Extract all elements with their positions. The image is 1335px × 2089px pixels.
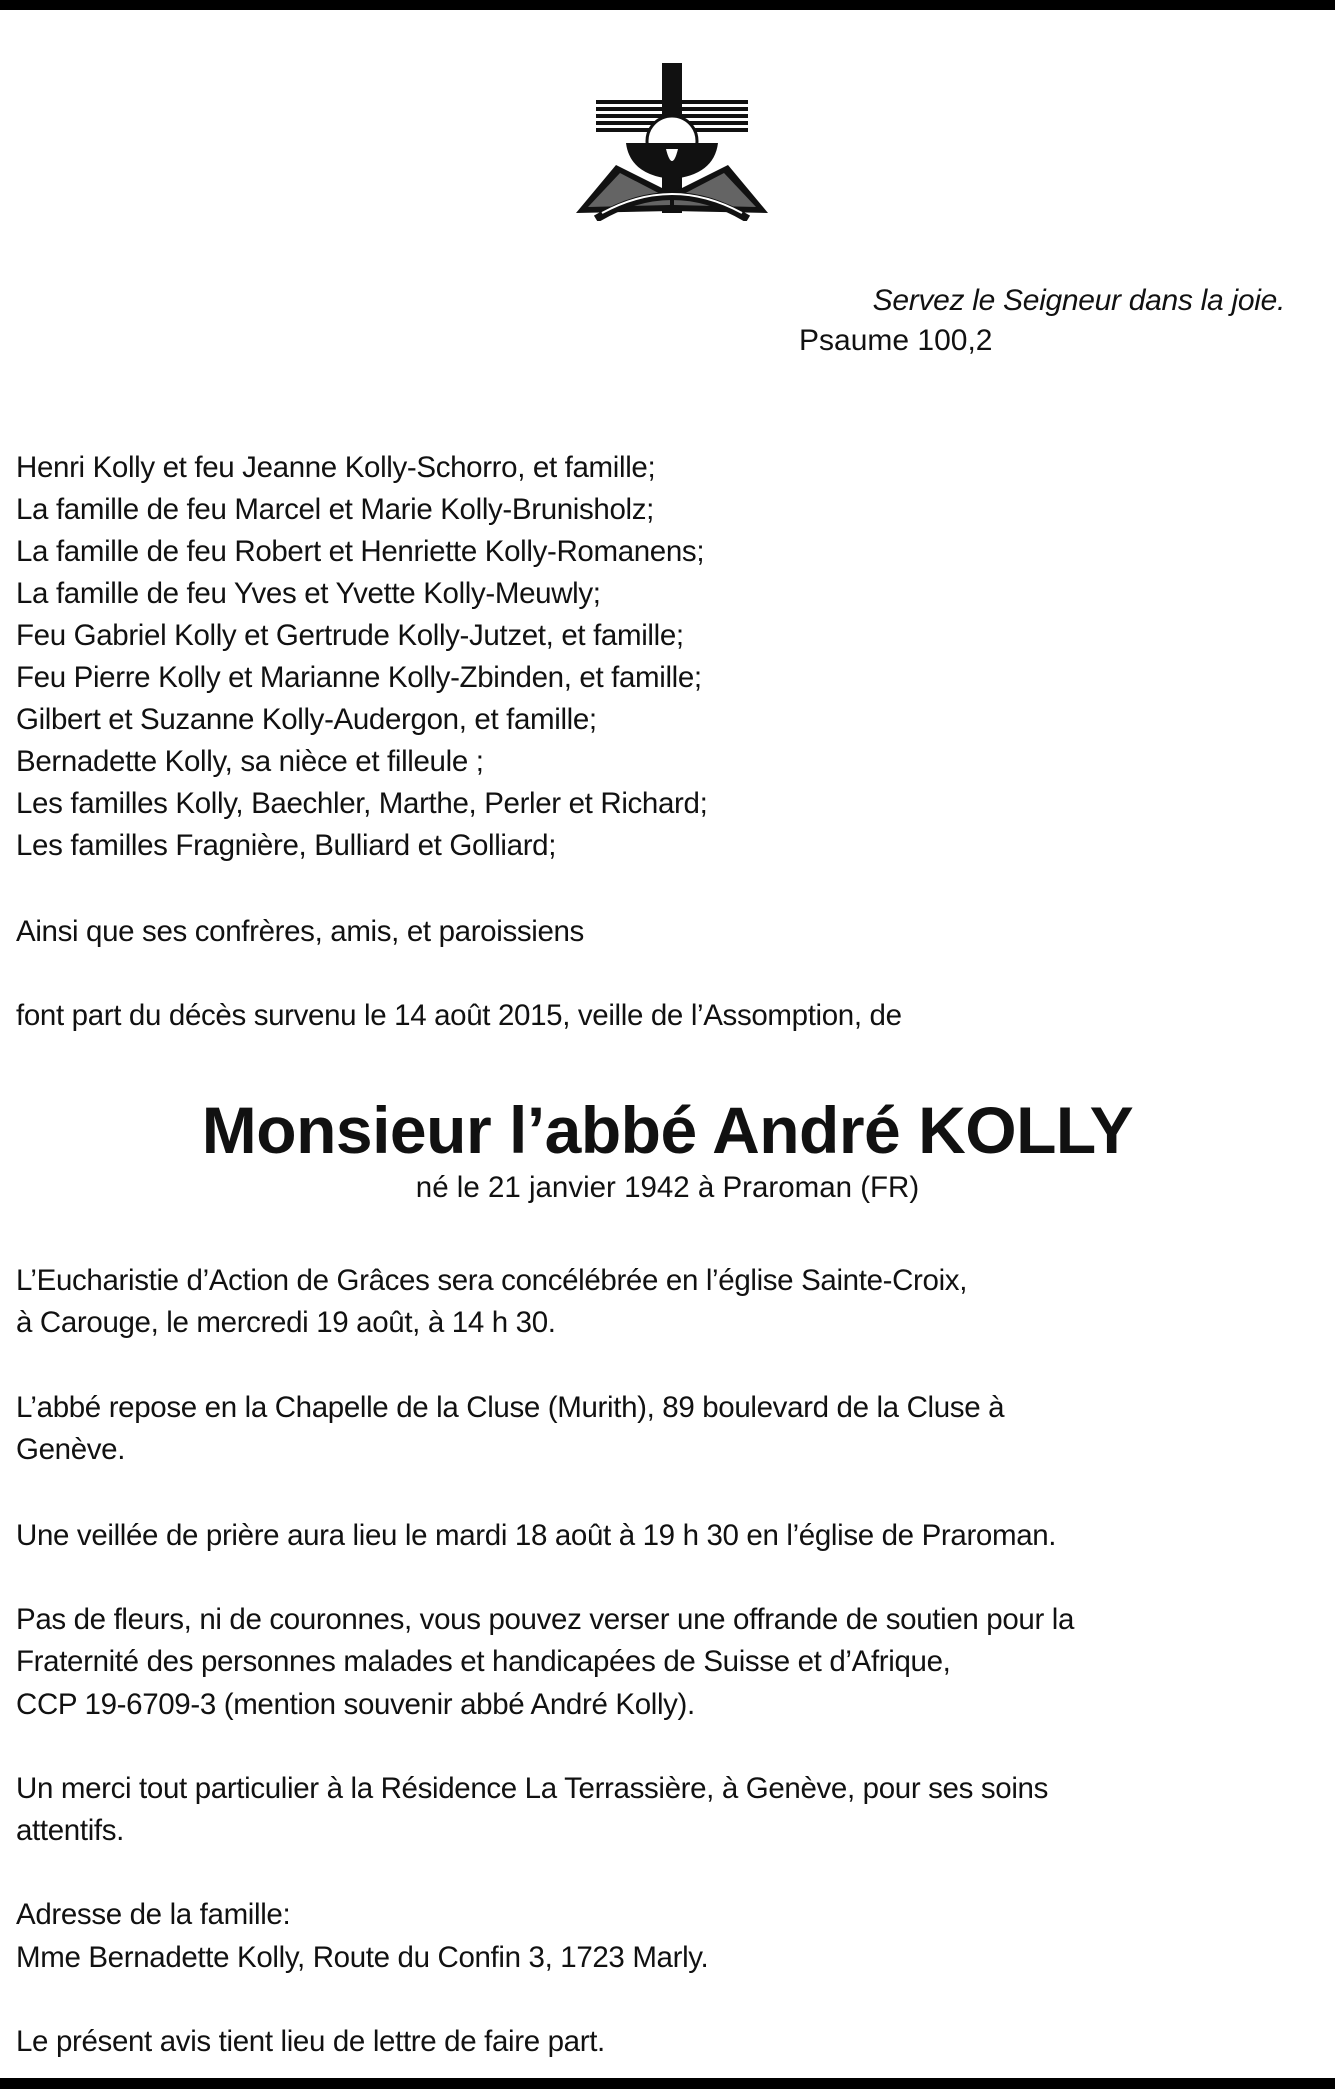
birth-line: né le 21 janvier 1942 à Praroman (FR) [415, 1171, 920, 1204]
family-line: Les familles Fragnière, Bulliard et Golliard; [16, 829, 557, 862]
paragraph-line: Pas de fleurs, ni de couronnes, vous pouvez verser une offrande de soutien pour la [16, 1603, 1075, 1636]
paragraph-line: Un merci tout particulier à la Résidence La Terrassière, à Genève, pour ses soins [16, 1772, 1048, 1805]
paragraph-line: L’Eucharistie d’Action de Grâces sera concélébrée en l’église Sainte-Croix, [16, 1264, 968, 1297]
family-line: Bernadette Kolly, sa nièce et filleule ; [16, 745, 484, 778]
also-line: Ainsi que ses confrères, amis, et paroissiens [16, 915, 584, 948]
epigraph-reference: Psaume 100,2 [799, 324, 993, 357]
epigraph-verse: Servez le Seigneur dans la joie. [872, 284, 1285, 317]
paragraph-line: Genève. [16, 1433, 126, 1466]
paragraph-line: à Carouge, le mercredi 19 août, à 14 h 30. [16, 1306, 556, 1339]
cross-chalice-book-icon [566, 53, 778, 221]
paragraph-line: Le présent avis tient lieu de lettre de faire part. [16, 2025, 605, 2058]
paragraph-line: Mme Bernadette Kolly, Route du Confin 3, 1723 Marly. [16, 1941, 709, 1974]
family-line: La famille de feu Robert et Henriette Kolly-Romanens; [16, 535, 705, 568]
family-line: Feu Gabriel Kolly et Gertrude Kolly-Jutzet, et famille; [16, 619, 684, 652]
paragraph-line: L’abbé repose en la Chapelle de la Cluse (Murith), 89 boulevard de la Cluse à [16, 1391, 1005, 1424]
family-line: La famille de feu Marcel et Marie Kolly-Brunisholz; [16, 493, 654, 526]
family-line: Henri Kolly et feu Jeanne Kolly-Schorro, et famille; [16, 451, 656, 484]
paragraph-line: Une veillée de prière aura lieu le mardi 18 août à 19 h 30 en l’église de Praroman. [16, 1519, 1057, 1552]
paragraph-line: CCP 19-6709-3 (mention souvenir abbé André Kolly). [16, 1688, 695, 1721]
deceased-name: Monsieur l’abbé André KOLLY [201, 1093, 1134, 1167]
paragraph-line: Adresse de la famille: [16, 1898, 291, 1931]
family-line: Gilbert et Suzanne Kolly-Audergon, et famille; [16, 703, 597, 736]
paragraph-line: Fraternité des personnes malades et handicapées de Suisse et d’Afrique, [16, 1645, 951, 1678]
top-border [0, 0, 1335, 10]
bottom-border [0, 2078, 1335, 2089]
family-line: La famille de feu Yves et Yvette Kolly-Meuwly; [16, 577, 601, 610]
family-line: Les familles Kolly, Baechler, Marthe, Perler et Richard; [16, 787, 708, 820]
announcement-line: font part du décès survenu le 14 août 2015, veille de l’Assomption, de [16, 999, 902, 1032]
paragraph-line: attentifs. [16, 1814, 125, 1847]
family-line: Feu Pierre Kolly et Marianne Kolly-Zbinden, et famille; [16, 661, 702, 694]
